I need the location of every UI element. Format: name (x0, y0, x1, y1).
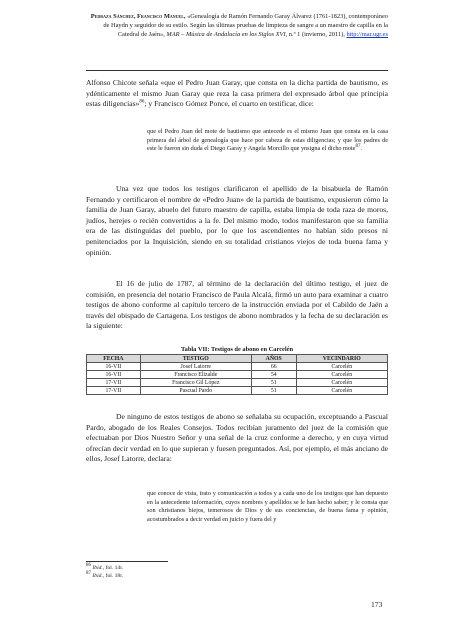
column-header-age: AÑOS (251, 355, 296, 363)
paragraph-1-end: ; y Francisco Gómez Ponce, el cuarto en testificar, dice: (144, 99, 314, 109)
citation-title: «Genealogía de Ramón Fernando Garay Álvarez (1761-1823), contemporáneo de Haydn y seguidor de su estilo. Según las últimas pruebas de limpieza de sangre a un maestro de capilla en la Catedral de Jaén», (103, 13, 388, 39)
footnote-divider (86, 561, 168, 562)
footnote-source: Ibid. (92, 565, 103, 571)
cell-witness: Francisco Elizalde (140, 371, 251, 379)
table-header-row (87, 355, 388, 363)
footnote-86 (86, 565, 123, 572)
paragraph-1-text: Alfonso Chicote señala «que el Pedro Juan Garay, que consta en la dicha partida de bautismo, es ydénticamente el mismo Juan Garay que reza la casa primera del expresado árbol que principia estas diligencias» (86, 78, 388, 109)
cell-residence: Carcelén (296, 363, 387, 371)
citation-author: Pedraza Sánchez, Francisco Manuel, (90, 13, 186, 20)
cell-witness: Pascual Pardo (140, 387, 251, 395)
paragraph-1 (86, 78, 388, 110)
citation-header: Pedraza Sánchez, Francisco Manuel, «Genealogía de Ramón Fernando Garay Álvarez (1761-1823), contemporáneo de Haydn y seguidor de su estilo. Según las últimas pruebas de limpieza de sangre a un maestro de capilla en la Catedral de Jaén», MAR – Música de Andalucía en los Siglos XVI, n.º 1 (invierno, 2011), http://mar.ugr.es (90, 13, 388, 39)
table-caption: Tabla VII: Testigos de abono en Carcelén (180, 346, 294, 353)
footnote-number: 86 (86, 563, 91, 569)
paragraph-4: De ninguno de estos testigos de abono se señalaba su ocupación, exceptuando a Pascual Pardo, abogado de los Reales Consejos. Todos recibían juramento del juez de la comisión que efectuaban por Dios Nuestro Señor y una señal de la cruz conforme a derecho, y en cuya virtud ofrecían decir verdad en lo que supieran y fuesen preguntados. Así, por ejemplo, el más anciano de ellos, Josef Latorre, declara: (86, 412, 388, 464)
block-quote-2: que conoce de vista, trato y comunicación a todos y a cada uno de los testigos que han depuesto en la antecedente información, cuyos nombres y apellidos se le han hecho saber; y le consta que son christianos biejos, temerosos de Dios y de sus conciencias, de buena fama y opinión, acostumbrados a decir verdad en juicio y fuera del y (147, 490, 388, 524)
block-quote-1-text: que el Pedro Juan del mote de bautismo que antecede es el mismo Juan que consta en la casa primera del árbol de genealogía que hace por cabeza de estas diligencias; y que los padres de este le fueron sin duda el Diego Garay y Angela Morcillo que ynsigna el dicho mote (147, 128, 388, 153)
cell-residence: Carcelén (296, 379, 387, 387)
footnote-ref: , fol. 14r. (102, 565, 124, 571)
table-row (87, 363, 388, 371)
cell-date: 17-VII (87, 379, 141, 387)
table-row (87, 387, 388, 395)
footnote-ref-86[interactable]: 86 (139, 99, 145, 105)
table-row (87, 371, 388, 379)
column-header-witness: TESTIGO (140, 355, 251, 363)
cell-residence: Carcelén (296, 371, 387, 379)
cell-age: 51 (251, 379, 296, 387)
footnote-number: 87 (86, 571, 91, 577)
cell-residence: Carcelén (296, 387, 387, 395)
cell-age: 54 (251, 371, 296, 379)
cell-age: 51 (251, 387, 296, 395)
citation-journal: MAR – Música de Andalucía en los Siglos XVI (166, 31, 286, 39)
header-divider (86, 70, 388, 71)
footnote-source: Ibid. (92, 573, 103, 579)
table-row (87, 379, 388, 387)
column-header-date: FECHA (87, 355, 141, 363)
witness-table (86, 354, 388, 395)
citation-link[interactable]: http://mar.ugr.es (346, 31, 388, 39)
cell-date: 16-VII (87, 363, 141, 371)
cell-witness: Francisco Gil López (140, 379, 251, 387)
column-header-residence: VECINDARIO (296, 355, 387, 363)
cell-date: 17-VII (87, 387, 141, 395)
footnote-ref: , fol. 18r. (102, 573, 124, 579)
footnote-ref-87[interactable]: 87 (355, 144, 361, 150)
cell-age: 66 (251, 363, 296, 371)
paragraph-2: Una vez que todos los testigos clarificaron el apellido de la bisabuela de Ramón Fernando y certificaron el nombre de «Pedro Juan» de la partida de bautismo, expusieron cómo la familia de Juan Garay, abuelo del futuro maestro de capilla, estaba limpia de toda raza de moros, judíos, herejes o recién convertidos a la fe. Del mismo modo, todos manifestaron que su familia era de las distinguidas del pueblo, por lo que los ascendientes no habían sido presos ni penitenciados por la Inquisición, siendo en su totalidad cristianos viejos de toda buena fama y opinión. (86, 184, 388, 257)
paragraph-3: El 16 de julio de 1787, al término de la declaración del último testigo, el juez de comisión, en presencia del notario Francisco de Paula Alcalá, firmó un auto para examinar a cuatro testigos de abono conforme al capítulo tercero de la instrucción enviada por el Cabildo de Jaén a través del obispado de Cartagena. Los testigos de abono nombrados y la fecha de su declaración es la siguiente: (86, 279, 388, 331)
citation-issue: n.º 1 (invierno, 2011), (288, 31, 345, 39)
cell-witness: Josef Latorre (140, 363, 251, 371)
block-quote-1: que el Pedro Juan del mote de bautismo que antecede es el mismo Juan que consta en la casa primera del árbol de genealogía que hace por cabeza de estas diligencias; y que los padres de este le fueron sin duda el Diego Garay y Angela Morcillo que ynsigna el dicho mote$^{87}$. (147, 128, 388, 153)
cell-date: 16-VII (87, 371, 141, 379)
footnote-87 (86, 573, 123, 580)
page-number: 173 (371, 600, 383, 609)
